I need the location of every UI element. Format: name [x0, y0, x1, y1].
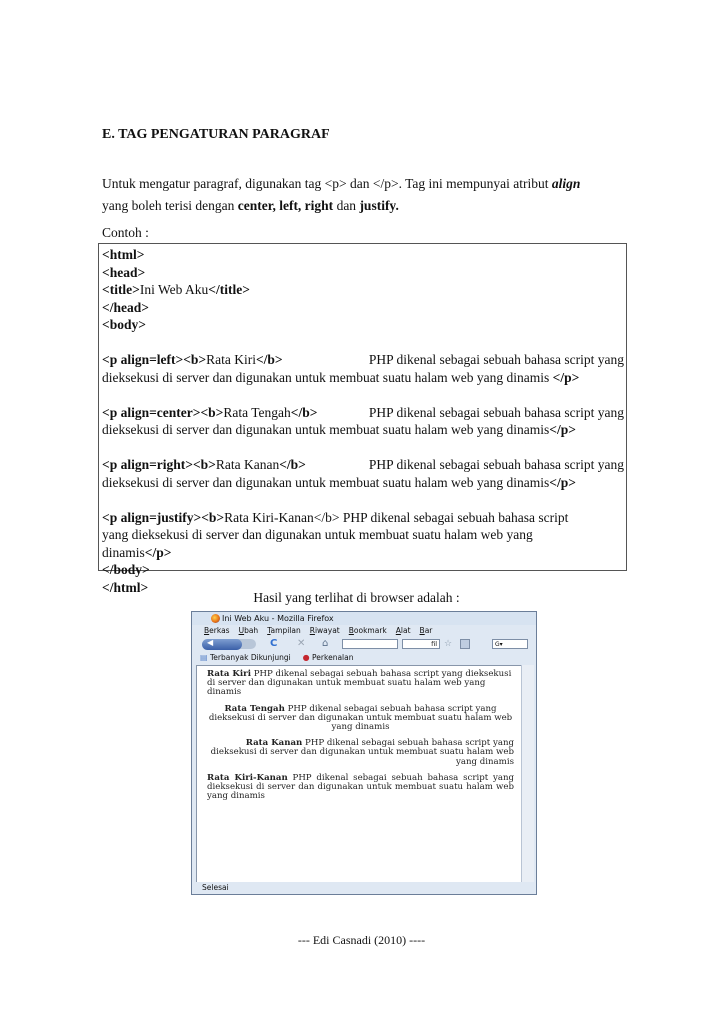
rendered-label-justify: Rata Kiri-Kanan	[207, 772, 288, 783]
browser-menubar	[192, 625, 536, 636]
menu-tampilan[interactable]: Tampilan	[267, 626, 301, 635]
back-button[interactable]	[202, 639, 242, 650]
rendered-paragraph-justify	[207, 774, 514, 802]
bookmark-folder-icon: ▤	[200, 653, 208, 662]
rendered-text-justify: PHP dikenal sebagai sebuah bahasa script yang dieksekusi di server dan digunakan untuk membuat suatu halam web yang dinamis	[207, 772, 514, 802]
go-button[interactable]	[460, 639, 470, 649]
code-p4-pclose: </p>	[144, 544, 172, 560]
section-heading: E. TAG PENGATURAN PARAGRAF	[102, 127, 330, 142]
rendered-text-right: PHP dikenal sebagai sebuah bahasa script yang dieksekusi di server dan digunakan untuk membuat suatu halam web yang dinamis	[210, 738, 514, 767]
code-head-close: </head>	[102, 299, 149, 315]
browser-toolbar	[192, 636, 536, 652]
search-box[interactable]: G▾	[492, 639, 528, 649]
code-title-text: Ini Web Aku	[139, 282, 209, 297]
code-html-close: </html>	[102, 579, 149, 595]
code-p2-rest: PHP dikenal sebagai sebuah bahasa script yang	[368, 404, 624, 420]
code-p3-line2-text: dieksekusi di server dan digunakan untuk membuat suatu halam web yang dinamis	[102, 474, 550, 490]
menu-berkas[interactable]: Berkas	[204, 626, 230, 635]
intro-dan: dan	[333, 198, 360, 213]
code-body-close: </body>	[102, 562, 150, 577]
code-p4-line2-text: yang dieksekusi di server dan digunakan untuk membuat suatu halam web yang	[102, 527, 533, 542]
page-scrollbar[interactable]	[521, 665, 534, 884]
bookmarks-bar	[192, 652, 536, 664]
bookmark-star-icon[interactable]: ☆	[444, 639, 453, 649]
menu-riwayat[interactable]: Riwayat	[309, 626, 340, 635]
rendered-label-right: Rata Kanan	[245, 738, 303, 749]
browser-page-content	[196, 665, 523, 884]
code-body-open: <body>	[102, 317, 146, 332]
reload-icon[interactable]: C	[270, 638, 278, 649]
code-p2-line2	[102, 421, 626, 439]
code-title-close: </title>	[208, 282, 250, 297]
code-title-open: <title>	[102, 282, 140, 297]
code-p1-bclose: </b>	[255, 352, 283, 367]
code-head-open: <head>	[102, 264, 146, 280]
code-p4-line2	[102, 526, 626, 544]
code-p1-line1	[102, 351, 624, 369]
code-p2-line2-text: dieksekusi di server dan digunakan untuk membuat suatu halam web yang dinamis	[102, 422, 550, 437]
intro-align-word: align	[551, 176, 581, 191]
code-p3-rest: PHP dikenal sebagai sebuah bahasa script yang	[368, 457, 624, 472]
rendered-paragraph-center	[207, 705, 514, 733]
code-p1-pclose: </p>	[552, 369, 580, 385]
code-p2-tag: <p align=center><b>	[102, 404, 224, 420]
code-p4-line1	[102, 509, 626, 527]
code-p1-label: Rata Kiri	[206, 352, 256, 367]
browser-screenshot	[191, 611, 537, 895]
code-p1-tag: <p align=left><b>	[102, 352, 207, 367]
rendered-label-left: Rata Kiri	[207, 669, 251, 679]
bookmark-perkenalan[interactable]: Perkenalan	[312, 653, 354, 662]
code-p3-label: Rata Kanan	[215, 457, 280, 472]
home-icon[interactable]: ⌂	[322, 638, 329, 649]
code-p3-tag: <p align=right><b>	[102, 457, 216, 472]
browser-window-title: Ini Web Aku - Mozilla Firefox	[222, 614, 334, 623]
result-caption	[0, 590, 728, 606]
code-p4-label: Rata Kiri-Kanan</b> PHP dikenal sebagai sebuah bahasa script	[224, 509, 569, 525]
rendered-text-center: PHP dikenal sebagai sebuah bahasa script yang dieksekusi di server dan digunakan untuk membuat suatu halam web yang dinamis	[208, 703, 513, 733]
rendered-paragraph-left	[207, 670, 514, 698]
intro-text-2: yang boleh terisi dengan	[102, 198, 238, 213]
code-p2-pclose: </p>	[549, 422, 576, 437]
code-p3-line2	[102, 474, 626, 492]
firefox-icon	[211, 614, 220, 623]
intro-text-1: Untuk mengatur paragraf, digunakan tag <p> dan </p>. Tag ini mempunyai atribut	[102, 176, 552, 191]
code-p1-line2-text: dieksekusi di server dan digunakan untuk membuat suatu halam web yang dinamis	[102, 369, 553, 385]
code-p3-pclose: </p>	[549, 474, 576, 490]
rendered-text-left: PHP dikenal sebagai sebuah bahasa script yang dieksekusi di server dan digunakan untuk membuat suatu halam web yang dinamis	[207, 669, 512, 698]
menu-ubah[interactable]: Ubah	[238, 626, 259, 635]
address-text[interactable]: fil	[402, 639, 440, 649]
rendered-paragraph-right	[207, 739, 514, 767]
code-p4-tag: <p align=justify><b>	[102, 509, 225, 525]
code-p2-bclose: </b>	[290, 404, 318, 420]
code-example-box	[98, 243, 627, 595]
code-p3-line1	[102, 456, 624, 474]
intro-paragraph	[102, 173, 632, 217]
rendered-label-center: Rata Tengah	[224, 703, 285, 714]
rss-icon: ●	[302, 653, 310, 662]
example-label: Contoh :	[102, 225, 149, 240]
footer-text: --- Edi Casnadi (2010) ----	[297, 933, 426, 947]
menu-alat[interactable]: Alat	[395, 626, 411, 635]
browser-statusbar: Selesai	[192, 882, 536, 894]
intro-values: center, left, right	[237, 198, 334, 213]
code-p4-line3	[102, 544, 626, 562]
code-p1-rest: PHP dikenal sebagai sebuah bahasa script yang	[368, 352, 624, 367]
bookmark-most-visited[interactable]: Terbanyak Dikunjungi	[209, 653, 291, 662]
page-footer	[0, 933, 728, 948]
browser-titlebar	[192, 612, 536, 625]
code-p2-label: Rata Tengah	[223, 404, 291, 420]
result-caption-text: Hasil yang terlihat di browser adalah :	[253, 590, 460, 605]
menu-bookmark[interactable]: Bookmark	[348, 626, 387, 635]
address-bar[interactable]	[342, 639, 398, 649]
code-p3-bclose: </b>	[279, 457, 306, 472]
code-p1-line2	[102, 369, 626, 387]
intro-justify: justify.	[359, 198, 399, 213]
code-p2-line1	[102, 404, 624, 422]
stop-icon[interactable]: ✕	[297, 638, 306, 649]
code-html-open: <html>	[102, 247, 145, 262]
code-p4-line3-text: dinamis	[102, 544, 145, 560]
menu-bantuan[interactable]: Bar	[419, 626, 433, 635]
